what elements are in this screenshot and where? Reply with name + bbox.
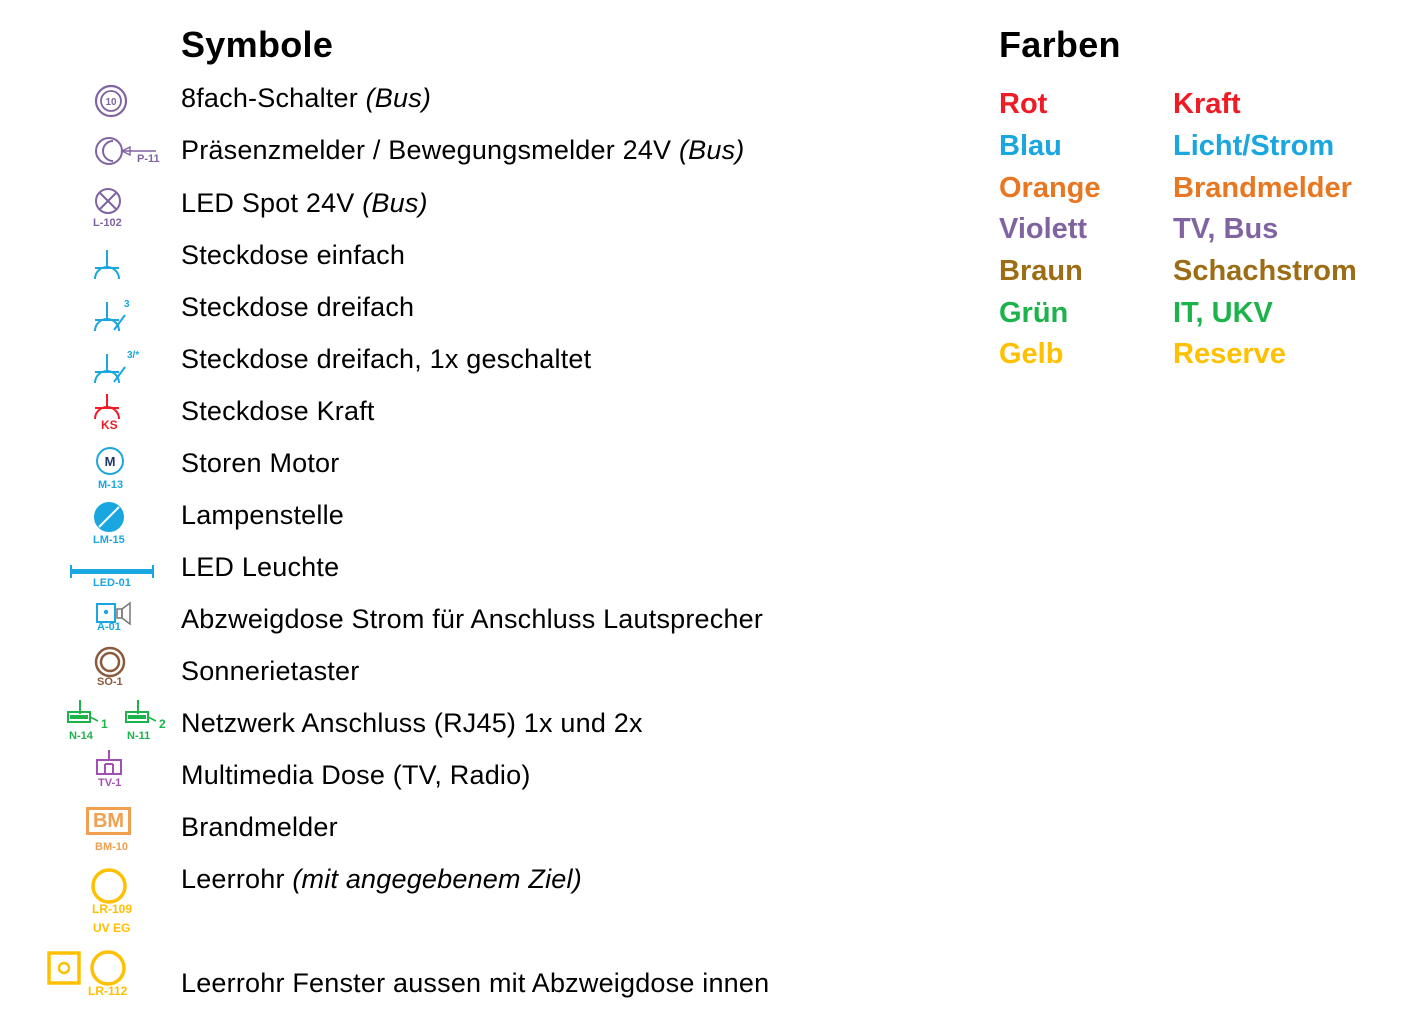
- symbol-code: KS: [101, 418, 118, 432]
- color-name-violett: Violett: [999, 213, 1088, 245]
- symbol-code: LR-109: [92, 902, 133, 916]
- symbol-label: Steckdose einfach: [181, 240, 406, 270]
- symbol-code: LM-15: [93, 534, 125, 546]
- socket-single-icon: [92, 248, 126, 282]
- symbol-badge: M: [104, 454, 116, 469]
- tv-socket-icon: [94, 748, 126, 780]
- symbol-code-2: UV EG: [93, 921, 131, 935]
- symbols-heading: Symbole: [181, 24, 334, 65]
- color-use-it-ukv: IT, UKV: [1173, 297, 1273, 329]
- color-name-blau: Blau: [999, 130, 1062, 162]
- symbol-label: LED Spot 24V (Bus): [181, 188, 428, 218]
- color-use-brandmelder: Brandmelder: [1173, 172, 1352, 204]
- doorbell-icon: [94, 646, 126, 678]
- symbol-code: A-01: [97, 621, 121, 633]
- symbol-code: L-102: [93, 217, 122, 229]
- symbol-code: LED-01: [93, 577, 131, 589]
- color-name-rot: Rot: [999, 88, 1048, 120]
- lamp-point-icon: [93, 501, 125, 533]
- symbol-label: Sonnerietaster: [181, 656, 360, 686]
- color-name-braun: Braun: [999, 255, 1083, 287]
- symbol-label: Steckdose dreifach: [181, 292, 415, 322]
- symbol-code: LR-112: [88, 984, 128, 998]
- color-name-gelb: Gelb: [999, 338, 1064, 370]
- symbol-label: Netzwerk Anschluss (RJ45) 1x und 2x: [181, 708, 643, 738]
- symbol-code: M-13: [98, 479, 124, 491]
- symbol-label: Multimedia Dose (TV, Radio): [181, 760, 531, 790]
- symbol-badge: 3/*: [127, 350, 140, 361]
- motor-icon: [95, 446, 125, 476]
- symbol-code: TV-1: [98, 777, 122, 789]
- socket-triple-switched-icon: [92, 352, 132, 386]
- symbol-label: Lampenstelle: [181, 500, 345, 530]
- symbol-label: Leerrohr (mit angegebenem Ziel): [181, 864, 582, 894]
- conduit-icon: [91, 868, 127, 904]
- color-name-orange: Orange: [999, 172, 1101, 204]
- symbol-label: Steckdose Kraft: [181, 396, 375, 426]
- symbol-badge-2: 2: [159, 717, 166, 731]
- symbol-badge: 10: [105, 97, 117, 108]
- circle-10-icon: [94, 84, 128, 118]
- symbol-label: Präsenzmelder / Bewegungsmelder 24V (Bus): [181, 135, 745, 165]
- symbol-badge: 1: [101, 717, 108, 731]
- symbol-label: Storen Motor: [181, 448, 340, 478]
- symbol-code-2: N-11: [127, 730, 151, 742]
- symbol-label: Brandmelder: [181, 812, 338, 842]
- symbol-code: SO-1: [97, 676, 123, 688]
- color-use-tv-bus: TV, Bus: [1173, 213, 1279, 245]
- symbol-code: BM-10: [95, 841, 129, 853]
- color-use-licht-strom: Licht/Strom: [1173, 130, 1335, 162]
- symbol-badge: 3: [124, 299, 130, 310]
- color-name-gruen: Grün: [999, 297, 1069, 329]
- symbol-label: LED Leuchte: [181, 552, 340, 582]
- fire-detector-icon: BM: [86, 807, 131, 835]
- symbol-label: 8fach-Schalter (Bus): [181, 83, 432, 113]
- symbol-label: Steckdose dreifach, 1x geschaltet: [181, 344, 592, 374]
- symbol-label: Abzweigdose Strom für Anschluss Lautsprecher: [181, 604, 764, 634]
- color-use-kraft: Kraft: [1173, 88, 1241, 120]
- symbol-code: P-11: [137, 153, 160, 165]
- symbol-code: N-14: [69, 730, 93, 742]
- spot-cross-icon: [94, 187, 124, 217]
- colors-heading: Farben: [999, 24, 1121, 65]
- color-use-schachstrom: Schachstrom: [1173, 255, 1357, 287]
- symbol-label: Leerrohr Fenster aussen mit Abzweigdose innen: [181, 968, 770, 998]
- conduit-window-icon: [46, 950, 130, 988]
- color-use-reserve: Reserve: [1173, 338, 1286, 370]
